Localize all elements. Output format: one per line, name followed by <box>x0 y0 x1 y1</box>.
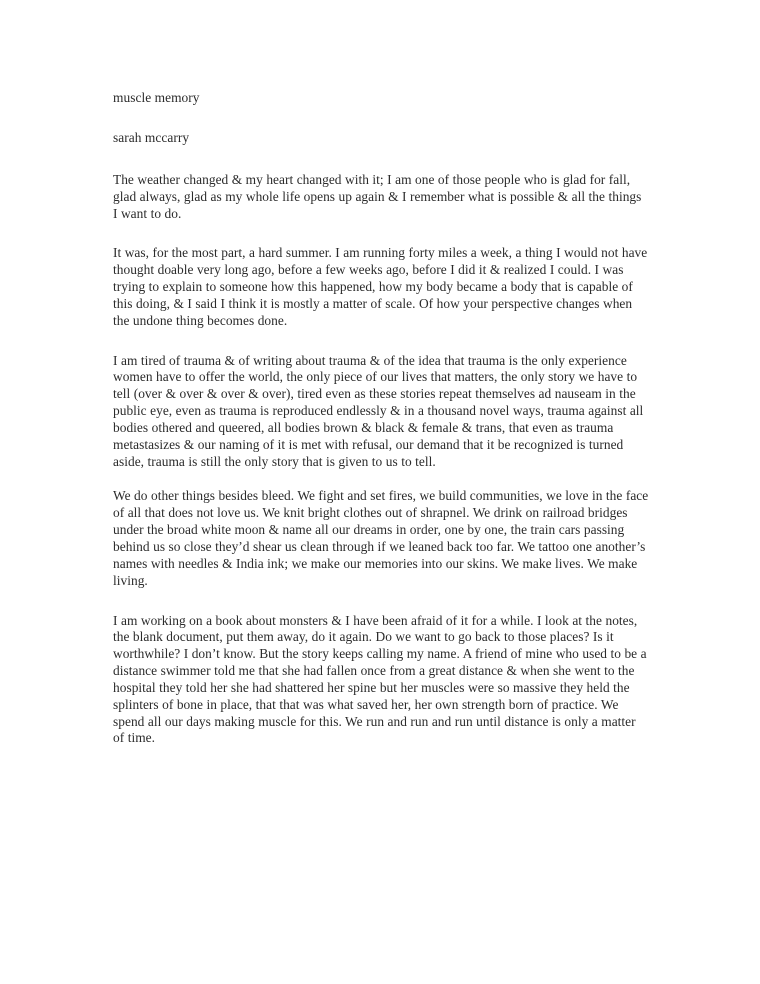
page-title: muscle memory <box>113 90 200 105</box>
body-paragraph-4: We do other things besides bleed. We fight and set fires, we build communities, we love in the face of all that does not love us. We knit bright clothes out of shrapnel. We drink on railroad bridges under the broad white moon & name all our dreams in order, one by one, the train cars passing behind us so close they’d shear us clean through if we leaned back too far. We tattoo one another’s names with needles & India ink; we make our memories into our skins. We make lives. We make living. <box>113 488 649 588</box>
body-paragraph-1: The weather changed & my heart changed with it; I am one of those people who is glad for fall, glad always, glad as my whole life opens up again & I remember what is possible & all the things I want to do. <box>113 171 642 221</box>
text-column <box>113 90 649 747</box>
author-byline: sarah mccarry <box>113 129 190 145</box>
body-paragraph-5: I am working on a book about monsters & I have been afraid of it for a while. I look at the notes, the blank document, put them away, do it again. Do we want to go back to those places? Is it worthwhile? I don’t know. But the story keeps calling my name. A friend of mine who used to be a distance swimmer told me that she had fallen once from a great distance & when she went to the hospital they told her she had shattered her spine but her muscles were so massive they held the splinters of bone in place, that that was what saved her, her own strength born of practice. We spend all our days making muscle for this. We run and run and run until distance is only a matter of time. <box>113 612 647 746</box>
body-paragraph-3: I am tired of trauma & of writing about trauma & of the idea that trauma is the only experience women have to offer the world, the only piece of our lives that matters, the only story we have to tell (over & over & over & over), tired even as these stories repeat themselves ad nauseam in the public eye, even as trauma is reproduced endlessly & in a thousand novel ways, trauma against all bodies othered and queered, all bodies brown & black & female & trans, that even as trauma metastasizes & our naming of it is met with refusal, our demand that it be recognized is turned aside, trauma is still the only story that is given to us to tell. <box>113 352 644 469</box>
body-paragraph-2: It was, for the most part, a hard summer. I am running forty miles a week, a thing I would not have thought doable very long ago, before a few weeks ago, before I did it & realized I could. I was trying to explain to someone how this happened, how my body became a body that is capable of this doing, & I said I think it is mostly a matter of scale. Of how your perspective changes when the undone thing becomes done. <box>113 245 648 328</box>
